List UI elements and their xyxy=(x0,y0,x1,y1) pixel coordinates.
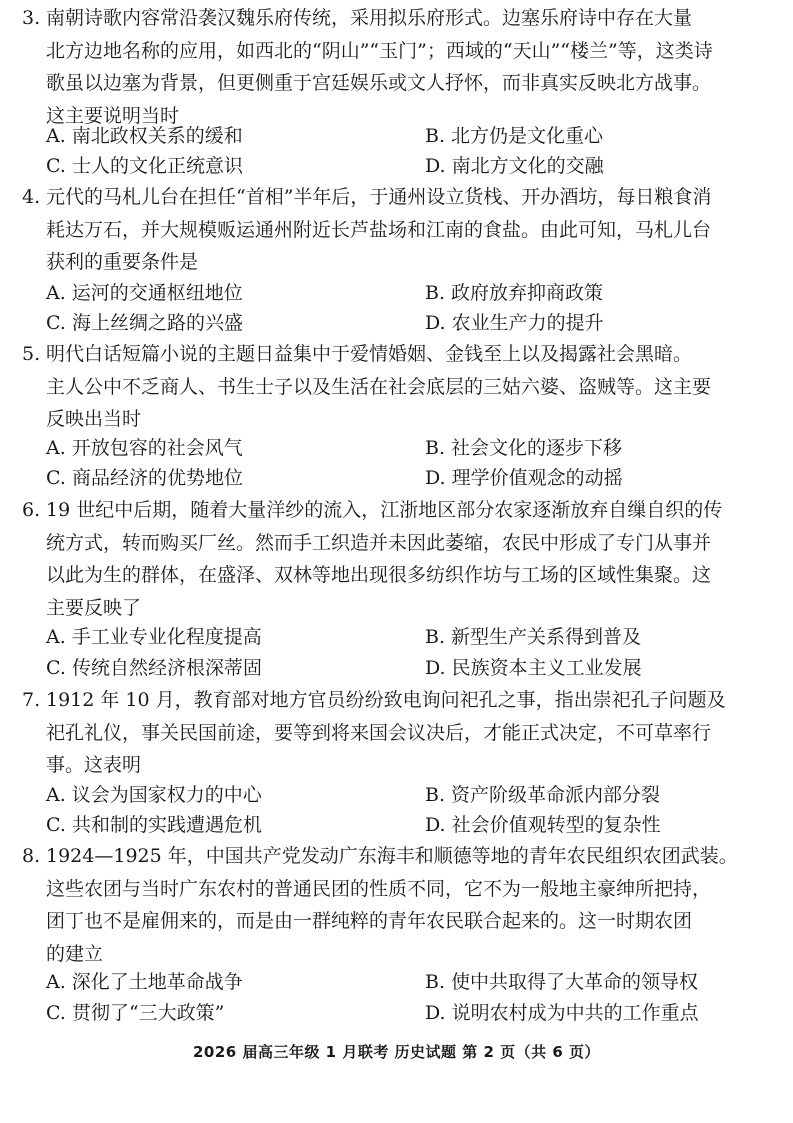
stem-line: 19 世纪中后期，随着大量洋纱的流入，江浙地区部分农家逐渐放弃自缫自织的传 xyxy=(46,499,723,521)
question-3-option-b: B. 北方仍是文化重心 xyxy=(425,125,604,147)
stem-line: 1924—1925 年，中国共产党发动广东海丰和顺德等地的青年农民组织农团武装。 xyxy=(46,845,738,867)
stem-line: 统方式，转而购买厂丝。然而手工织造并未因此萎缩，农民中形成了专门从事并 xyxy=(46,531,712,554)
question-5-option-c: C. 商品经济的优势地位 xyxy=(46,467,243,489)
question-6-option-c: C. 传统自然经济根深蒂固 xyxy=(46,657,262,679)
question-6-option-b: B. 新型生产关系得到普及 xyxy=(425,626,642,648)
question-3-option-c: C. 士人的文化正统意识 xyxy=(46,155,243,177)
stem-line: 这些农团与当时广东农村的普通民团的性质不同，它不为一般地主豪绅所把持， xyxy=(46,877,712,900)
question-3-option-a: A. 南北政权关系的缓和 xyxy=(46,125,243,147)
stem-line: 1912 年 10 月，教育部对地方官员纷纷致电询问祀孔之事，指出崇祀孔子问题及 xyxy=(46,689,726,711)
stem-line: 获利的重要条件是 xyxy=(46,251,199,273)
question-4-option-b: B. 政府放弃抑商政策 xyxy=(425,282,604,304)
stem-line: 团丁也不是雇佣来的，而是由一群纯粹的青年农民联合起来的。这一时期农团 xyxy=(46,910,693,932)
question-4-option-a: A. 运河的交通枢纽地位 xyxy=(46,282,243,304)
question-4-stem xyxy=(22,181,792,279)
question-8-option-c: C. 贯彻了“三大政策” xyxy=(46,1002,225,1024)
question-number: 5. xyxy=(22,343,41,365)
question-8-option-b: B. 使中共取得了大革命的领导权 xyxy=(425,971,699,993)
question-7-option-d: D. 社会价值观转型的复杂性 xyxy=(425,814,661,836)
question-8-option-d: D. 说明农村成为中共的工作重点 xyxy=(425,1002,699,1024)
question-number: 4. xyxy=(22,186,41,208)
question-5-option-a: A. 开放包容的社会风气 xyxy=(46,437,243,459)
stem-line: 这主要说明当时 xyxy=(46,104,180,127)
question-number: 6. xyxy=(22,499,41,521)
question-6-option-d: D. 民族资本主义工业发展 xyxy=(425,657,642,679)
question-3-option-d: D. 南北方文化的交融 xyxy=(425,155,604,177)
question-number: 8. xyxy=(22,845,41,867)
question-7-option-c: C. 共和制的实践遭遇危机 xyxy=(46,814,262,836)
question-3-stem xyxy=(22,2,792,132)
stem-line: 祀孔礼仪，事关民国前途，要等到将来国会议决后，才能正式决定，不可草率行 xyxy=(46,721,712,744)
question-5-option-b: B. 社会文化的逐步下移 xyxy=(425,437,623,459)
stem-line: 耗达万石，并大规模贩运通州附近长芦盐场和江南的食盐。由此可知，马札儿台 xyxy=(46,218,712,241)
question-7-option-a: A. 议会为国家权力的中心 xyxy=(46,784,262,806)
question-5-option-d: D. 理学价值观念的动摇 xyxy=(425,467,623,489)
question-number: 7. xyxy=(22,689,41,711)
stem-line: 南朝诗歌内容常沿袭汉魏乐府传统，采用拟乐府形式。边塞乐府诗中存在大量 xyxy=(46,7,693,29)
stem-line: 元代的马札儿台在担任“首相”半年后，于通州设立货栈、开办酒坊，每日粮食消 xyxy=(46,186,712,208)
stem-line: 事。这表明 xyxy=(46,754,142,776)
stem-line: 主人公中不乏商人、书生士子以及生活在社会底层的三姑六婆、盗贼等。这主要 xyxy=(46,375,712,398)
question-number: 3. xyxy=(22,7,41,29)
stem-line: 明代白话短篇小说的主题日益集中于爱情婚姻、金钱至上以及揭露社会黑暗。 xyxy=(46,343,693,365)
stem-line: 以此为生的群体，在盛泽、双林等地出现很多纺织作坊与工场的区域性集聚。这 xyxy=(46,564,712,586)
stem-line: 反映出当时 xyxy=(46,408,142,430)
question-7-stem xyxy=(22,684,792,782)
question-4-option-d: D. 农业生产力的提升 xyxy=(425,312,604,334)
question-4-option-c: C. 海上丝绸之路的兴盛 xyxy=(46,312,243,334)
question-6-option-a: A. 手工业专业化程度提高 xyxy=(46,626,262,648)
question-5-stem xyxy=(22,338,792,436)
stem-line: 主要反映了 xyxy=(46,596,142,619)
question-7-option-b: B. 资产阶级革命派内部分裂 xyxy=(425,784,661,806)
question-8-stem xyxy=(22,840,792,970)
stem-line: 的建立 xyxy=(46,942,104,965)
question-6-stem xyxy=(22,494,792,624)
stem-line: 北方边地名称的应用，如西北的“阴山”“玉门”；西域的“天山”“楼兰”等，这类诗 xyxy=(46,39,713,62)
stem-line: 歌虽以边塞为背景，但更侧重于宫廷娱乐或文人抒怀，而非真实反映北方战事。 xyxy=(46,72,712,94)
page-footer: 2026 届高三年级 1 月联考 历史试题 第 2 页（共 6 页） xyxy=(192,1043,601,1061)
question-8-option-a: A. 深化了土地革命战争 xyxy=(46,971,243,993)
